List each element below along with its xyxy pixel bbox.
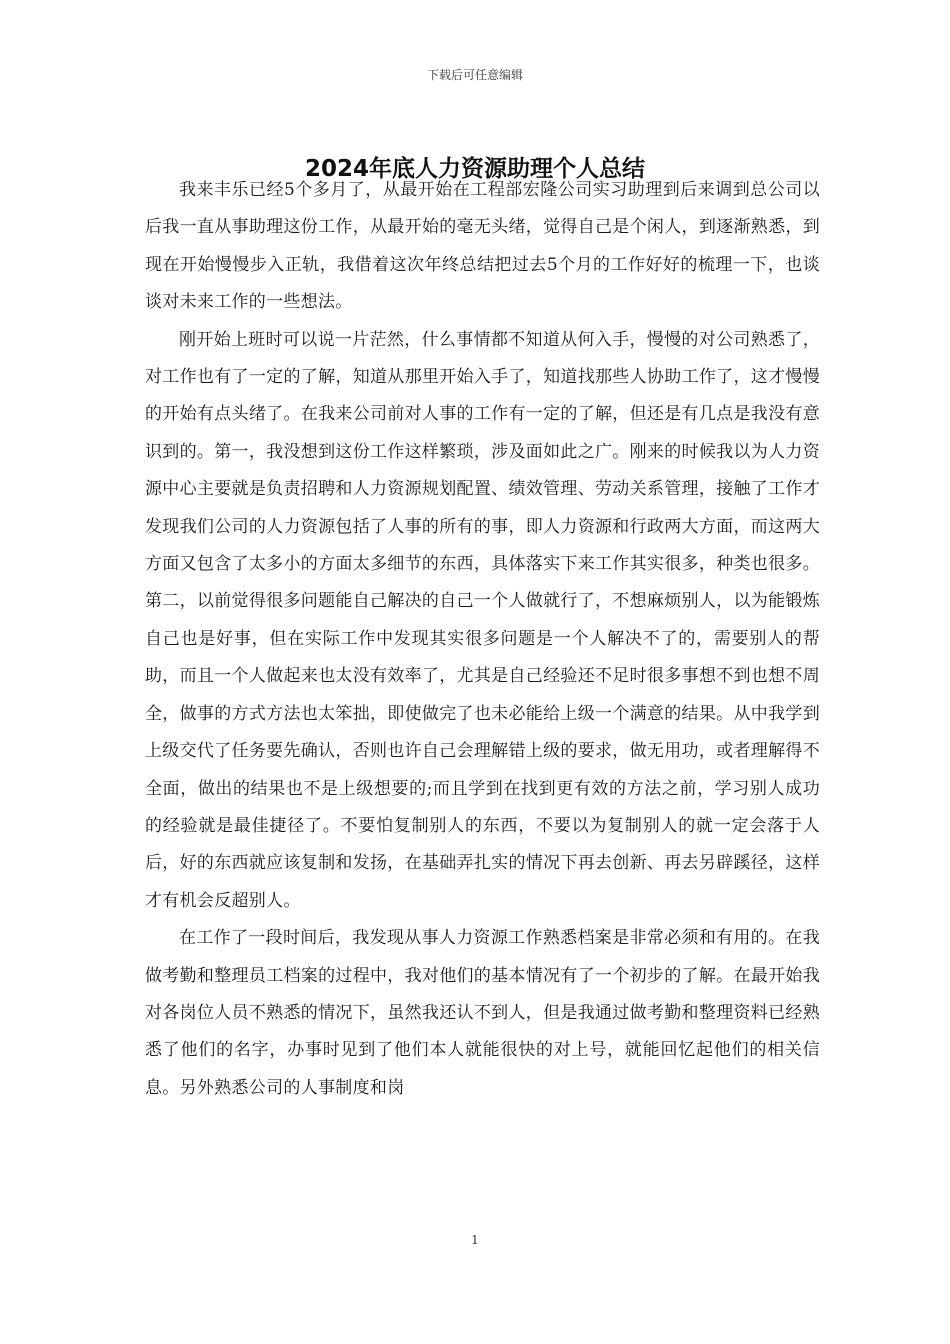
document-title: 2024年底人力资源助理个人总结 [304, 156, 645, 182]
body-paragraph: 在工作了一段时间后，我发现从事人力资源工作熟悉档案是非常必须和有用的。在我做考勤和整理员工档案的过程中，我对他们的基本情况有了一个初步的了解。在最开始我对各岗位人员不熟悉的情况下，虽然我还认不到人，但是我通过做考勤和整理资料已经熟悉了他们的名字，办事时见到了他们本人就能很快的对上号，就能回忆起他们的相关信息。另外熟悉公司的人事制度和岗 [145, 928, 820, 1098]
page-header-note: 下载后可任意编辑 [426, 68, 523, 82]
body-paragraph: 我来丰乐已经5个多月了，从最开始在工程部宏隆公司实习助理到后来调到总公司以后我一直从事助理这份工作，从最开始的毫无头绪，觉得自己是个闲人，到逐渐熟悉，到现在开始慢慢步入正轨，我借着这次年终总结把过去5个月的工作好好的梳理一下，也谈谈对未来工作的一些想法。 [145, 180, 820, 313]
page-number: 1 [471, 1233, 479, 1247]
document-body [145, 172, 820, 1107]
body-paragraph: 刚开始上班时可以说一片茫然，什么事情都不知道从何入手，慢慢的对公司熟悉了，对工作也有了一定的了解，知道从那里开始入手了，知道找那些人协助工作了，这才慢慢的开始有点头绪了。在我来公司前对人事的工作有一定的了解，但还是有几点是我没有意识到的。第一，我没想到这份工作这样繁琐，涉及面如此之广。刚来的时候我以为人力资源中心主要就是负责招聘和人力资源规划配置、绩效管理、劳动关系管理，接触了工作才发现我们公司的人力资源包括了人事的所有的事，即人力资源和行政两大方面，而这两大方面又包含了太多小的方面太多细节的东西，具体落实下来工作其实很多，种类也很多。第二，以前觉得很多问题能自己解决的自己一个人做就行了，不想麻烦别人，以为能锻炼自己也是好事，但在实际工作中发现其实很多问题是一个人解决不了的，需要别人的帮助，而且一个人做起来也太没有效率了，尤其是自己经验还不足时很多事想不到也想不周全，做事的方式方法也太笨拙，即使做完了也未必能给上级一个满意的结果。从中我学到上级交代了任务要先确认，否则也许自己会理解错上级的要求，做无用功，或者理解得不全面，做出的结果也不是上级想要的;而且学到在找到更有效的方法之前，学习别人成功的经验就是最佳捷径了。不要怕复制别人的东西，不要以为复制别人的就一定会落于人后，好的东西就应该复制和发扬，在基础弄扎实的情况下再去创新、再去另辟蹊径，这样才有机会反超别人。 [145, 329, 820, 911]
